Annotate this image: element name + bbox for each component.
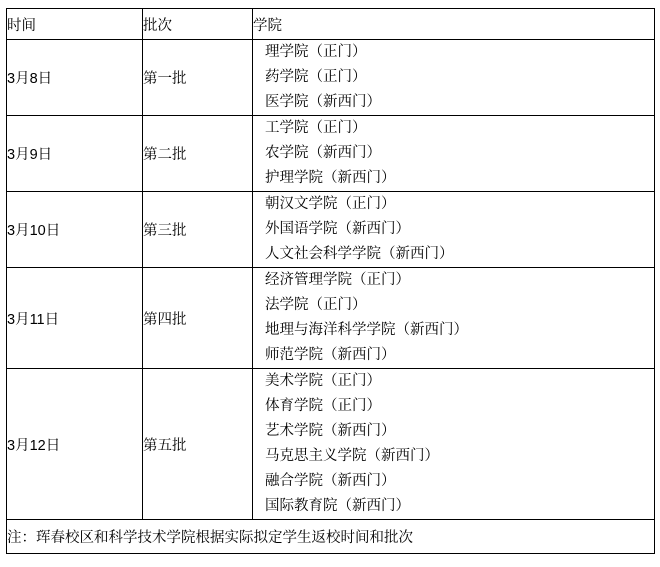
list-item: 医学院（新西门） [265,94,381,110]
list-item: 外国语学院（新西门） [265,221,410,237]
cell-colleges [253,40,655,116]
column-header-college: 学院 [253,9,655,40]
list-item: 农学院（新西门） [265,145,381,161]
table-body [7,40,655,554]
table-header [7,9,655,40]
college-list [253,192,654,267]
cell-time: 3月10日 [7,192,143,268]
cell-batch: 第四批 [143,268,253,369]
cell-time: 3月8日 [7,40,143,116]
cell-colleges [253,268,655,369]
list-item: 人文社会科学学院（新西门） [265,246,454,262]
cell-colleges [253,116,655,192]
list-item: 药学院（正门） [265,69,367,85]
cell-time: 3月9日 [7,116,143,192]
return-schedule-table [6,8,655,554]
college-list [253,369,654,519]
list-item: 工学院（正门） [265,120,367,136]
list-item: 国际教育院（新西门） [265,498,410,514]
column-header-batch: 批次 [143,9,253,40]
column-header-time: 时间 [7,9,143,40]
cell-batch: 第三批 [143,192,253,268]
cell-batch: 第五批 [143,369,253,520]
list-item: 融合学院（新西门） [265,473,396,489]
table-row [7,40,655,116]
table-row [7,268,655,369]
list-item: 美术学院（正门） [265,373,381,389]
list-item: 法学院（正门） [265,297,367,313]
list-item: 师范学院（新西门） [265,347,396,363]
table-row [7,116,655,192]
cell-batch: 第一批 [143,40,253,116]
list-item: 马克思主义学院（新西门） [265,448,439,464]
list-item: 体育学院（正门） [265,398,381,414]
cell-time: 3月12日 [7,369,143,520]
list-item: 理学院（正门） [265,44,367,60]
list-item: 地理与海洋科学学院（新西门） [265,322,468,338]
cell-batch: 第二批 [143,116,253,192]
cell-time: 3月11日 [7,268,143,369]
list-item: 经济管理学院（正门） [265,272,410,288]
table-row [7,369,655,520]
college-list [253,268,654,368]
college-list [253,116,654,191]
cell-colleges [253,192,655,268]
table-row [7,192,655,268]
table-header-row [7,9,655,40]
cell-colleges [253,369,655,520]
college-list [253,40,654,115]
list-item: 朝汉文学院（正门） [265,196,396,212]
list-item: 护理学院（新西门） [265,170,396,186]
list-item: 艺术学院（新西门） [265,423,396,439]
table-note: 注：珲春校区和科学技术学院根据实际拟定学生返校时间和批次 [7,520,655,554]
table-note-row [7,520,655,554]
